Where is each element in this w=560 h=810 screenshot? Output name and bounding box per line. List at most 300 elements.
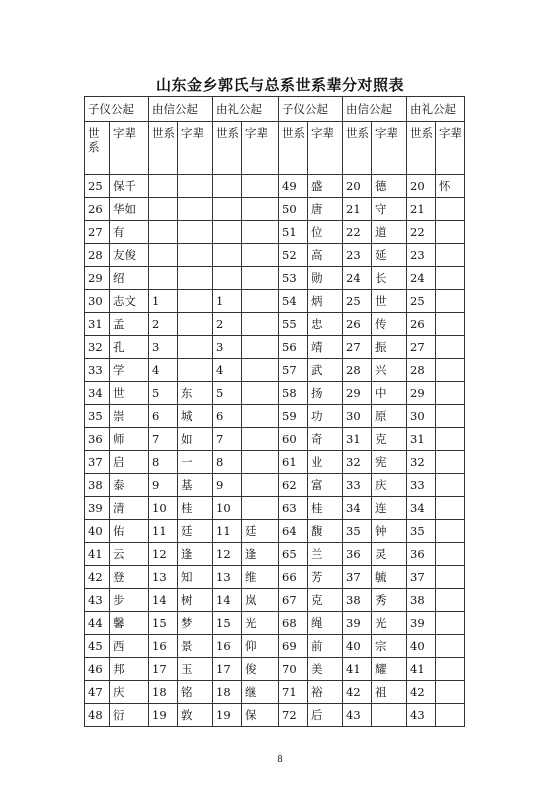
generation-number-cell: 50 xyxy=(279,198,308,221)
generation-number-cell xyxy=(149,244,178,267)
table-row xyxy=(85,520,465,543)
generation-number-cell xyxy=(213,221,242,244)
generation-name-cell xyxy=(436,451,465,474)
generation-name-header: 字辈 xyxy=(308,122,343,175)
generation-name-cell xyxy=(178,267,213,290)
generation-name-cell xyxy=(242,244,279,267)
generation-name-cell: 启 xyxy=(110,451,149,474)
generation-number-cell: 46 xyxy=(85,658,110,681)
generation-name-cell xyxy=(436,589,465,612)
table-row xyxy=(85,589,465,612)
generation-number-cell xyxy=(149,267,178,290)
table-row xyxy=(85,704,465,727)
generation-name-cell: 逢 xyxy=(178,543,213,566)
generation-name-cell: 馨 xyxy=(110,612,149,635)
generation-number-cell: 65 xyxy=(279,543,308,566)
page-title: 山东金乡郭氏与总系世系辈分对照表 xyxy=(155,76,404,94)
group-header: 由礼公起 xyxy=(407,97,465,122)
generation-number-cell: 53 xyxy=(279,267,308,290)
generation-number-cell: 34 xyxy=(407,497,436,520)
generation-number-cell: 52 xyxy=(279,244,308,267)
generation-number-cell: 67 xyxy=(279,589,308,612)
generation-name-cell: 裕 xyxy=(308,681,343,704)
generation-number-cell: 10 xyxy=(213,497,242,520)
generation-name-cell: 兰 xyxy=(308,543,343,566)
group-header: 子仪公起 xyxy=(279,97,343,122)
generation-number-cell: 16 xyxy=(149,635,178,658)
generation-number-cell: 5 xyxy=(149,382,178,405)
generation-name-cell: 宗 xyxy=(372,635,407,658)
generation-name-cell xyxy=(178,336,213,359)
generation-name-cell: 孔 xyxy=(110,336,149,359)
generation-name-cell: 树 xyxy=(178,589,213,612)
table-row xyxy=(85,175,465,198)
generation-number-cell: 26 xyxy=(343,313,372,336)
generation-name-cell: 炳 xyxy=(308,290,343,313)
generation-name-cell: 延 xyxy=(372,244,407,267)
generation-number-cell: 48 xyxy=(85,704,110,727)
generation-name-cell: 清 xyxy=(110,497,149,520)
generation-name-cell: 逢 xyxy=(242,543,279,566)
generation-number-cell: 29 xyxy=(407,382,436,405)
generation-name-cell: 桂 xyxy=(178,497,213,520)
generation-number-cell: 70 xyxy=(279,658,308,681)
generation-name-cell: 前 xyxy=(308,635,343,658)
generation-number-cell: 15 xyxy=(213,612,242,635)
generation-name-cell: 长 xyxy=(372,267,407,290)
generation-number-cell: 63 xyxy=(279,497,308,520)
table-row xyxy=(85,290,465,313)
table-row xyxy=(85,428,465,451)
generation-name-cell xyxy=(242,428,279,451)
generation-number-cell: 43 xyxy=(407,704,436,727)
generation-name-cell: 馥 xyxy=(308,520,343,543)
generation-name-cell xyxy=(178,244,213,267)
generation-number-cell: 42 xyxy=(85,566,110,589)
generation-name-header: 字辈 xyxy=(110,122,149,175)
group-header: 由信公起 xyxy=(149,97,213,122)
generation-number-cell: 9 xyxy=(213,474,242,497)
generation-number-cell: 14 xyxy=(213,589,242,612)
generation-name-cell: 勋 xyxy=(308,267,343,290)
generation-number-cell: 28 xyxy=(407,359,436,382)
generation-number-cell: 19 xyxy=(213,704,242,727)
generation-name-cell: 祖 xyxy=(372,681,407,704)
generation-name-cell: 绍 xyxy=(110,267,149,290)
table-row xyxy=(85,451,465,474)
generation-number-cell: 6 xyxy=(149,405,178,428)
generation-number-cell: 27 xyxy=(343,336,372,359)
generation-name-header: 字辈 xyxy=(436,122,465,175)
generation-number-cell: 8 xyxy=(213,451,242,474)
generation-number-cell: 31 xyxy=(343,428,372,451)
generation-number-cell: 44 xyxy=(85,612,110,635)
generation-name-cell: 世 xyxy=(110,382,149,405)
generation-number-cell: 34 xyxy=(343,497,372,520)
generation-number-cell: 15 xyxy=(149,612,178,635)
table-row xyxy=(85,543,465,566)
generation-name-cell: 功 xyxy=(308,405,343,428)
generation-name-cell: 城 xyxy=(178,405,213,428)
generation-number-cell: 40 xyxy=(85,520,110,543)
generation-number-cell xyxy=(213,175,242,198)
generation-name-cell: 俊 xyxy=(242,658,279,681)
generation-name-cell: 廷 xyxy=(178,520,213,543)
table-row xyxy=(85,221,465,244)
generation-name-cell: 德 xyxy=(372,175,407,198)
generation-number-cell: 27 xyxy=(407,336,436,359)
generation-name-cell xyxy=(436,221,465,244)
generation-name-cell xyxy=(372,704,407,727)
generation-number-cell: 30 xyxy=(85,290,110,313)
generation-number-cell: 24 xyxy=(407,267,436,290)
table-row xyxy=(85,635,465,658)
generation-number-cell: 7 xyxy=(213,428,242,451)
generation-number-cell: 22 xyxy=(343,221,372,244)
generation-number-cell: 32 xyxy=(407,451,436,474)
generation-number-cell: 37 xyxy=(343,566,372,589)
generation-number-cell: 56 xyxy=(279,336,308,359)
table-row xyxy=(85,658,465,681)
generation-name-cell: 基 xyxy=(178,474,213,497)
generation-number-cell: 31 xyxy=(407,428,436,451)
generation-number-cell: 36 xyxy=(407,543,436,566)
group-header: 由信公起 xyxy=(343,97,407,122)
generation-number-cell: 19 xyxy=(149,704,178,727)
generation-name-cell xyxy=(436,497,465,520)
generation-name-cell: 玉 xyxy=(178,658,213,681)
generation-name-cell xyxy=(436,382,465,405)
generation-number-cell: 30 xyxy=(343,405,372,428)
generation-number-cell: 66 xyxy=(279,566,308,589)
generation-number-cell: 42 xyxy=(343,681,372,704)
generation-name-cell: 守 xyxy=(372,198,407,221)
generation-name-cell: 铭 xyxy=(178,681,213,704)
generation-table xyxy=(84,96,465,727)
generation-number-cell: 6 xyxy=(213,405,242,428)
generation-name-cell xyxy=(178,313,213,336)
generation-name-cell: 传 xyxy=(372,313,407,336)
generation-name-cell: 秀 xyxy=(372,589,407,612)
generation-number-cell: 30 xyxy=(407,405,436,428)
generation-number-cell: 20 xyxy=(407,175,436,198)
generation-name-cell: 廷 xyxy=(242,520,279,543)
generation-number-cell: 36 xyxy=(85,428,110,451)
generation-number-cell: 29 xyxy=(343,382,372,405)
generation-name-header: 字辈 xyxy=(178,122,213,175)
generation-number-cell: 72 xyxy=(279,704,308,727)
generation-number-cell: 42 xyxy=(407,681,436,704)
generation-name-cell xyxy=(436,336,465,359)
generation-name-cell: 保千 xyxy=(110,175,149,198)
generation-number-cell: 13 xyxy=(149,566,178,589)
generation-name-cell xyxy=(242,198,279,221)
generation-name-cell xyxy=(436,428,465,451)
generation-number-cell: 69 xyxy=(279,635,308,658)
generation-number-cell: 5 xyxy=(213,382,242,405)
generation-name-cell: 泰 xyxy=(110,474,149,497)
generation-name-cell xyxy=(242,497,279,520)
generation-number-cell: 12 xyxy=(149,543,178,566)
table-row xyxy=(85,382,465,405)
generation-name-cell xyxy=(242,359,279,382)
generation-number-cell: 2 xyxy=(213,313,242,336)
generation-number-cell xyxy=(149,221,178,244)
generation-number-cell: 8 xyxy=(149,451,178,474)
generation-name-cell: 宪 xyxy=(372,451,407,474)
generation-name-cell: 光 xyxy=(242,612,279,635)
generation-name-cell xyxy=(436,543,465,566)
generation-number-cell: 35 xyxy=(343,520,372,543)
table-row xyxy=(85,681,465,704)
generation-number-cell: 9 xyxy=(149,474,178,497)
table-row xyxy=(85,612,465,635)
generation-name-cell xyxy=(436,267,465,290)
generation-number-cell: 43 xyxy=(85,589,110,612)
generation-number-cell: 25 xyxy=(85,175,110,198)
generation-number-cell xyxy=(213,198,242,221)
generation-number-cell xyxy=(149,175,178,198)
generation-number-cell: 11 xyxy=(213,520,242,543)
table-row xyxy=(85,336,465,359)
generation-number-cell: 29 xyxy=(85,267,110,290)
generation-number-cell: 37 xyxy=(85,451,110,474)
generation-number-cell: 23 xyxy=(407,244,436,267)
generation-number-cell: 25 xyxy=(343,290,372,313)
generation-number-cell: 37 xyxy=(407,566,436,589)
generation-number-cell: 17 xyxy=(213,658,242,681)
page-number: 8 xyxy=(277,755,283,765)
generation-name-cell xyxy=(178,290,213,313)
generation-name-cell: 友俊 xyxy=(110,244,149,267)
generation-number-cell: 39 xyxy=(407,612,436,635)
generation-number-cell: 68 xyxy=(279,612,308,635)
generation-name-cell: 有 xyxy=(110,221,149,244)
generation-name-cell: 钟 xyxy=(372,520,407,543)
generation-name-cell: 衍 xyxy=(110,704,149,727)
generation-name-cell xyxy=(436,566,465,589)
generation-name-cell: 灵 xyxy=(372,543,407,566)
generation-name-cell: 唐 xyxy=(308,198,343,221)
generation-number-cell: 11 xyxy=(149,520,178,543)
group-header: 由礼公起 xyxy=(213,97,279,122)
generation-number-header: 世系 xyxy=(213,122,242,175)
generation-name-cell xyxy=(242,313,279,336)
generation-name-cell: 克 xyxy=(372,428,407,451)
generation-number-cell: 21 xyxy=(407,198,436,221)
generation-name-cell: 桂 xyxy=(308,497,343,520)
generation-number-cell xyxy=(213,244,242,267)
generation-name-cell: 兴 xyxy=(372,359,407,382)
generation-number-cell: 4 xyxy=(149,359,178,382)
generation-number-cell: 41 xyxy=(343,658,372,681)
generation-number-cell xyxy=(149,198,178,221)
generation-number-cell: 64 xyxy=(279,520,308,543)
generation-number-cell: 16 xyxy=(213,635,242,658)
generation-number-cell: 58 xyxy=(279,382,308,405)
generation-number-cell: 24 xyxy=(343,267,372,290)
generation-name-cell: 佑 xyxy=(110,520,149,543)
generation-name-cell: 西 xyxy=(110,635,149,658)
generation-name-cell: 步 xyxy=(110,589,149,612)
generation-name-cell xyxy=(242,290,279,313)
generation-name-cell: 梦 xyxy=(178,612,213,635)
table-row xyxy=(85,566,465,589)
generation-number-cell: 26 xyxy=(85,198,110,221)
generation-name-cell: 连 xyxy=(372,497,407,520)
generation-number-cell: 31 xyxy=(85,313,110,336)
generation-name-cell: 芳 xyxy=(308,566,343,589)
generation-number-cell: 35 xyxy=(85,405,110,428)
generation-name-cell: 孟 xyxy=(110,313,149,336)
generation-number-cell: 21 xyxy=(343,198,372,221)
generation-name-cell: 富 xyxy=(308,474,343,497)
generation-number-cell: 25 xyxy=(407,290,436,313)
table-row xyxy=(85,198,465,221)
generation-number-cell: 18 xyxy=(149,681,178,704)
generation-name-cell: 盛 xyxy=(308,175,343,198)
generation-number-cell: 4 xyxy=(213,359,242,382)
generation-name-cell: 奇 xyxy=(308,428,343,451)
generation-name-cell xyxy=(242,175,279,198)
table-row xyxy=(85,474,465,497)
generation-name-cell: 世 xyxy=(372,290,407,313)
generation-name-cell: 邦 xyxy=(110,658,149,681)
generation-number-cell: 51 xyxy=(279,221,308,244)
generation-name-cell xyxy=(436,474,465,497)
generation-number-cell: 38 xyxy=(85,474,110,497)
generation-number-header: 世系 xyxy=(85,122,110,175)
generation-name-cell: 仰 xyxy=(242,635,279,658)
table-row xyxy=(85,405,465,428)
generation-name-cell: 学 xyxy=(110,359,149,382)
table-row xyxy=(85,313,465,336)
generation-number-cell: 57 xyxy=(279,359,308,382)
generation-number-cell: 33 xyxy=(407,474,436,497)
generation-name-cell: 师 xyxy=(110,428,149,451)
generation-name-cell: 中 xyxy=(372,382,407,405)
generation-name-cell xyxy=(436,313,465,336)
generation-number-cell: 47 xyxy=(85,681,110,704)
generation-name-cell xyxy=(436,198,465,221)
generation-number-cell: 12 xyxy=(213,543,242,566)
generation-number-cell: 55 xyxy=(279,313,308,336)
generation-number-cell: 7 xyxy=(149,428,178,451)
generation-name-cell xyxy=(436,681,465,704)
generation-name-cell xyxy=(436,405,465,428)
generation-name-cell: 毓 xyxy=(372,566,407,589)
generation-name-cell: 道 xyxy=(372,221,407,244)
generation-number-cell: 34 xyxy=(85,382,110,405)
generation-number-cell: 49 xyxy=(279,175,308,198)
generation-name-cell: 原 xyxy=(372,405,407,428)
generation-name-cell xyxy=(436,244,465,267)
generation-name-cell: 武 xyxy=(308,359,343,382)
generation-number-cell: 39 xyxy=(85,497,110,520)
table-row xyxy=(85,497,465,520)
generation-number-cell: 2 xyxy=(149,313,178,336)
generation-name-cell: 知 xyxy=(178,566,213,589)
generation-number-cell: 32 xyxy=(85,336,110,359)
generation-name-cell: 耀 xyxy=(372,658,407,681)
generation-number-cell: 38 xyxy=(407,589,436,612)
generation-name-cell: 克 xyxy=(308,589,343,612)
generation-number-cell: 33 xyxy=(85,359,110,382)
generation-number-cell: 3 xyxy=(149,336,178,359)
generation-name-cell: 志文 xyxy=(110,290,149,313)
generation-number-cell: 20 xyxy=(343,175,372,198)
generation-name-cell: 岚 xyxy=(242,589,279,612)
generation-number-cell: 10 xyxy=(149,497,178,520)
generation-name-cell xyxy=(242,382,279,405)
generation-number-cell: 1 xyxy=(213,290,242,313)
generation-name-cell: 云 xyxy=(110,543,149,566)
generation-name-cell xyxy=(436,704,465,727)
generation-name-cell xyxy=(436,290,465,313)
generation-number-cell: 40 xyxy=(343,635,372,658)
generation-name-cell: 美 xyxy=(308,658,343,681)
generation-name-cell: 靖 xyxy=(308,336,343,359)
generation-number-cell: 45 xyxy=(85,635,110,658)
generation-number-header: 世系 xyxy=(343,122,372,175)
generation-name-cell: 庆 xyxy=(372,474,407,497)
generation-number-cell: 54 xyxy=(279,290,308,313)
generation-number-header: 世系 xyxy=(149,122,178,175)
table-row xyxy=(85,244,465,267)
generation-name-cell: 业 xyxy=(308,451,343,474)
generation-name-cell xyxy=(436,635,465,658)
generation-number-cell: 43 xyxy=(343,704,372,727)
generation-number-header: 世系 xyxy=(407,122,436,175)
generation-number-cell: 28 xyxy=(343,359,372,382)
generation-number-cell: 26 xyxy=(407,313,436,336)
generation-number-cell: 1 xyxy=(149,290,178,313)
generation-number-cell: 28 xyxy=(85,244,110,267)
generation-name-cell xyxy=(178,198,213,221)
generation-name-cell xyxy=(242,451,279,474)
generation-name-cell: 扬 xyxy=(308,382,343,405)
generation-name-cell: 继 xyxy=(242,681,279,704)
generation-name-cell: 东 xyxy=(178,382,213,405)
generation-name-cell: 景 xyxy=(178,635,213,658)
generation-name-cell: 绳 xyxy=(308,612,343,635)
generation-name-cell xyxy=(242,474,279,497)
generation-name-cell xyxy=(178,175,213,198)
generation-number-cell: 41 xyxy=(407,658,436,681)
generation-name-cell: 庆 xyxy=(110,681,149,704)
generation-name-cell xyxy=(436,612,465,635)
generation-number-cell: 32 xyxy=(343,451,372,474)
generation-name-cell xyxy=(242,336,279,359)
generation-name-cell: 维 xyxy=(242,566,279,589)
generation-name-cell xyxy=(242,221,279,244)
generation-name-cell: 位 xyxy=(308,221,343,244)
generation-name-header: 字辈 xyxy=(372,122,407,175)
generation-number-cell: 23 xyxy=(343,244,372,267)
generation-number-cell: 13 xyxy=(213,566,242,589)
generation-number-cell: 60 xyxy=(279,428,308,451)
table-row xyxy=(85,359,465,382)
generation-number-cell: 36 xyxy=(343,543,372,566)
generation-number-cell: 3 xyxy=(213,336,242,359)
group-header: 子仪公起 xyxy=(85,97,149,122)
generation-name-cell: 保 xyxy=(242,704,279,727)
generation-name-cell: 华如 xyxy=(110,198,149,221)
generation-number-cell: 39 xyxy=(343,612,372,635)
generation-name-cell: 怀 xyxy=(436,175,465,198)
generation-name-cell xyxy=(178,221,213,244)
generation-number-cell: 61 xyxy=(279,451,308,474)
